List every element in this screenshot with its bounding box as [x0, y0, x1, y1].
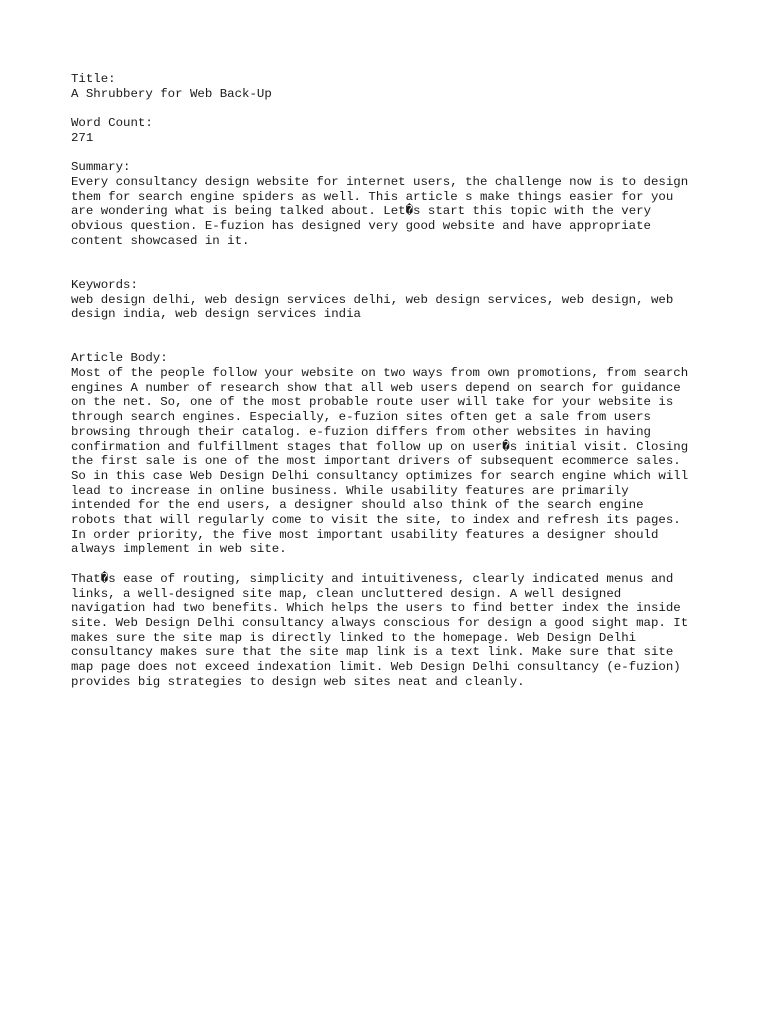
article-body-paragraph-2: That�s ease of routing, simplicity and intuitiveness, clearly indicated menus and links, a well-designed site map, clean uncluttered design. A well designed navigation had two benefits. Which helps the users to find better index the inside site. Web Design Delhi consultancy always conscious for design a good sight map. It makes sure the site map is directly linked to the homepage. Web Design Delhi consultancy makes sure that the site map link is a text link. Make sure that site map page does not exceed indexation limit. Web Design Delhi consultancy (e-fuzion) provides big strategies to design web sites neat and cleanly.: [71, 571, 689, 689]
keywords-text: web design delhi, web design services delhi, web design services, web design, web design india, web design services india: [71, 292, 674, 322]
article-body-paragraph-1: Most of the people follow your website on two ways from own promotions, from search engines A number of research show that all web users depend on search for guidance on the net. So, one of the most probable route user will take for your website is through search engines. Especially, e-fuzion sites often get a sale from users browsing through their catalog. e-fuzion differs from other websites in having confirmation and fulfillment stages that follow up on user�s initial visit. Closing the first sale is one of the most important drivers of subsequent ecommerce sales. So in this case Web Design Delhi consultancy optimizes for search engine which will lead to increase in online business. While usability features are primarily intended for the end users, a designer should also think of the search engine robots that will regularly come to visit the site, to index and refresh its pages. In order priority, the five most important usability features a designer should always implement in web site.: [71, 366, 689, 557]
word-count-value: 271: [71, 130, 94, 145]
title-label: Title:: [71, 72, 116, 86]
spacer: [71, 557, 711, 572]
spacer: [71, 146, 711, 161]
article-body-label: Article Body:: [71, 351, 168, 366]
summary-label: Summary:: [71, 160, 131, 175]
word-count-label: Word Count:: [71, 116, 153, 131]
spacer: [71, 322, 711, 351]
document-title: A Shrubbery for Web Back-Up: [71, 86, 272, 101]
document-page: [71, 72, 711, 689]
spacer: [71, 101, 711, 116]
spacer: [71, 248, 711, 277]
keywords-label: Keywords:: [71, 277, 138, 292]
summary-text: Every consultancy design website for internet users, the challenge now is to design them for search engine spiders as well. This article s make things easier for you are wondering what is being talked about. Let�s start this topic with the very obvious question. E-fuzion has designed very good website and have appropriate content showcased in it.: [71, 174, 689, 248]
